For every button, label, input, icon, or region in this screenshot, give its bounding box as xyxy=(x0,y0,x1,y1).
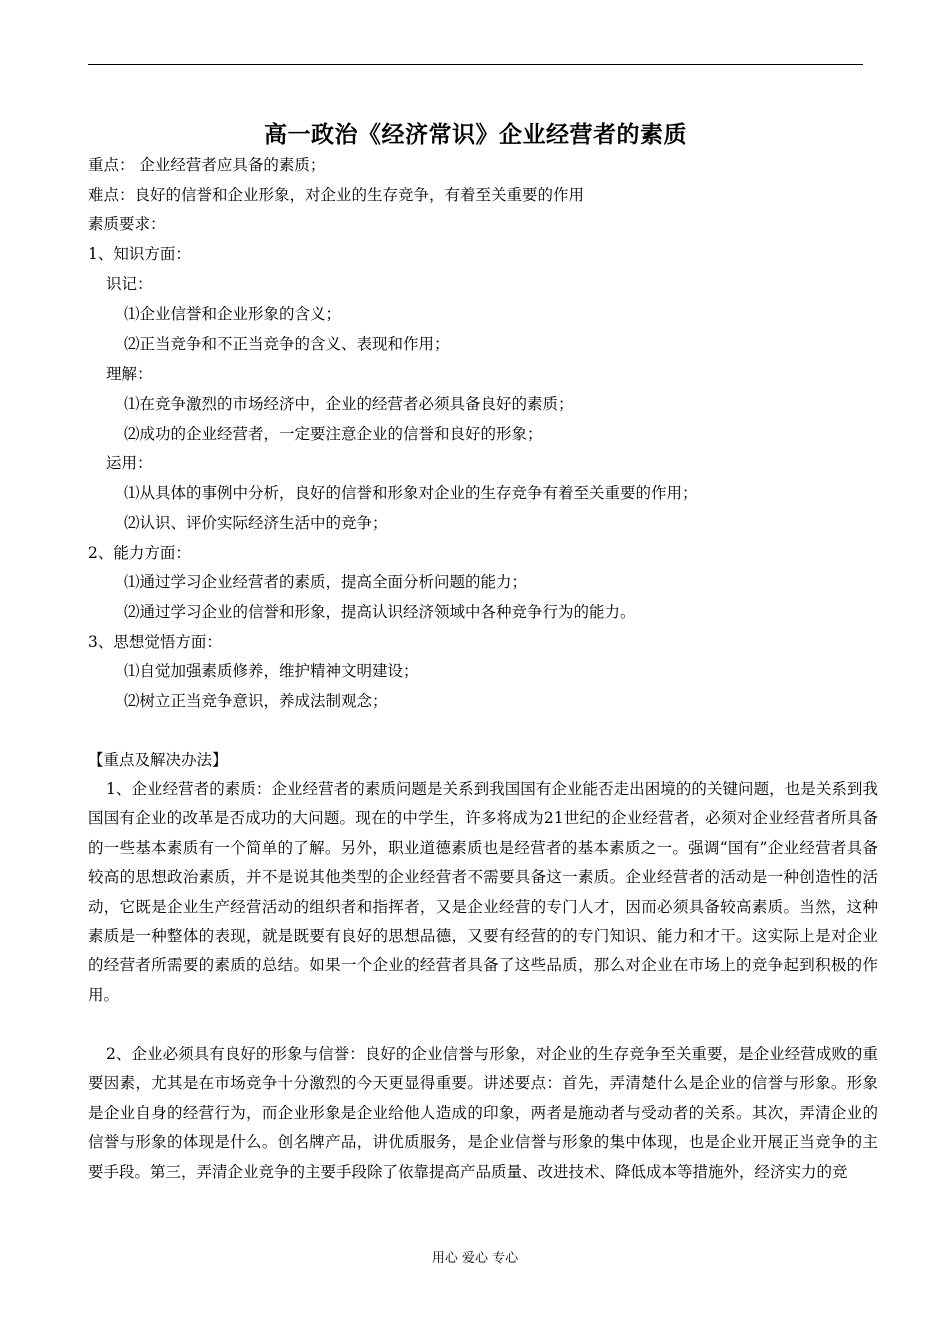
thought-item: ⑴自觉加强素质修养，维护精神文明建设； xyxy=(124,662,419,680)
page-footer: 用心 爱心 专心 xyxy=(431,1251,519,1266)
apply-heading: 运用： xyxy=(106,454,153,472)
thought-heading: 3、思想觉悟方面： xyxy=(88,633,222,651)
thought-item: ⑵树立正当竞争意识，养成法制观念； xyxy=(124,692,388,710)
recall-heading: 识记： xyxy=(106,275,153,293)
requirements-heading: 素质要求： xyxy=(88,215,166,233)
paragraph-qualities: 1、企业经营者的素质：企业经营者的素质问题是关系到我国国有企业能否走出困境的的关键问题，也是关系到我国国有企业的改革是否成功的大问题。现在的中学生，许多将成为21世纪的企业经营者，必须对企业经营者所具备的一些基本素质有一个简单的了解。另外，职业道德素质也是经营者的基本素质之一。强调“国有”企业经营者具备较高的思想政治素质，并不是说其他类型的企业经营者不需要具备这一素质。企业经营者的活动是一种创造性的活动，它既是企业生产经营活动的组织者和指挥者，又是企业经营的专门人才，因而必须具备较高素质。当然，这种素质是一种整体的表现，就是既要有良好的思想品德，又要有经营的的专门知识、能力和才干。这实际上是对企业的经营者所需要的素质的总结。如果一个企业的经营者具备了这些品质，那么对企业在市场上的竞争起到积极的作用。 xyxy=(88,780,878,1004)
ability-item: ⑴通过学习企业经营者的素质，提高全面分析问题的能力； xyxy=(124,573,528,591)
key-section-heading: 【重点及解决办法】 xyxy=(88,751,228,769)
header-rule xyxy=(88,64,863,65)
focus-line: 重点： 企业经营者应具备的素质； xyxy=(88,156,326,174)
apply-item: ⑵认识、评价实际经济生活中的竞争； xyxy=(124,514,388,532)
difficulty-line: 难点：良好的信誉和企业形象，对企业的生存竞争，有着至关重要的作用 xyxy=(88,186,585,204)
recall-item: ⑵正当竞争和不正当竞争的含义、表现和作用； xyxy=(124,335,450,353)
ability-heading: 2、能力方面： xyxy=(88,544,191,562)
knowledge-heading: 1、知识方面： xyxy=(88,245,191,263)
understand-item: ⑵成功的企业经营者，一定要注意企业的信誉和良好的形象； xyxy=(124,425,543,443)
recall-item: ⑴企业信誉和企业形象的含义； xyxy=(124,305,342,323)
understand-item: ⑴在竞争激烈的市场经济中，企业的经营者必须具备良好的素质； xyxy=(124,395,574,413)
paragraph-reputation: 2、企业必须具有良好的形象与信誉：良好的企业信誉与形象，对企业的生存竞争至关重要，是企业经营成败的重要因素，尤其是在市场竞争十分激烈的今天更显得重要。讲述要点：首先，弄清楚什么是企业的信誉与形象。形象是企业自身的经营行为，而企业形象是企业给他人造成的印象，两者是施动者与受动者的关系。其次，弄清企业的信誉与形象的体现是什么。创名牌产品，讲优质服务，是企业信誉与形象的集中体现，也是企业开展正当竞争的主要手段。第三，弄清企业竞争的主要手段除了依靠提高产品质量、改进技术、降低成本等措施外，经济实力的竞 xyxy=(88,1045,878,1181)
ability-item: ⑵通过学习企业的信誉和形象，提高认识经济领域中各种竞争行为的能力。 xyxy=(124,603,636,621)
document-title: 高一政治《经济常识》企业经营者的素质 xyxy=(264,121,687,148)
understand-heading: 理解： xyxy=(106,365,153,383)
apply-item: ⑴从具体的事例中分析，良好的信誉和形象对企业的生存竞争有着至关重要的作用； xyxy=(124,484,698,502)
